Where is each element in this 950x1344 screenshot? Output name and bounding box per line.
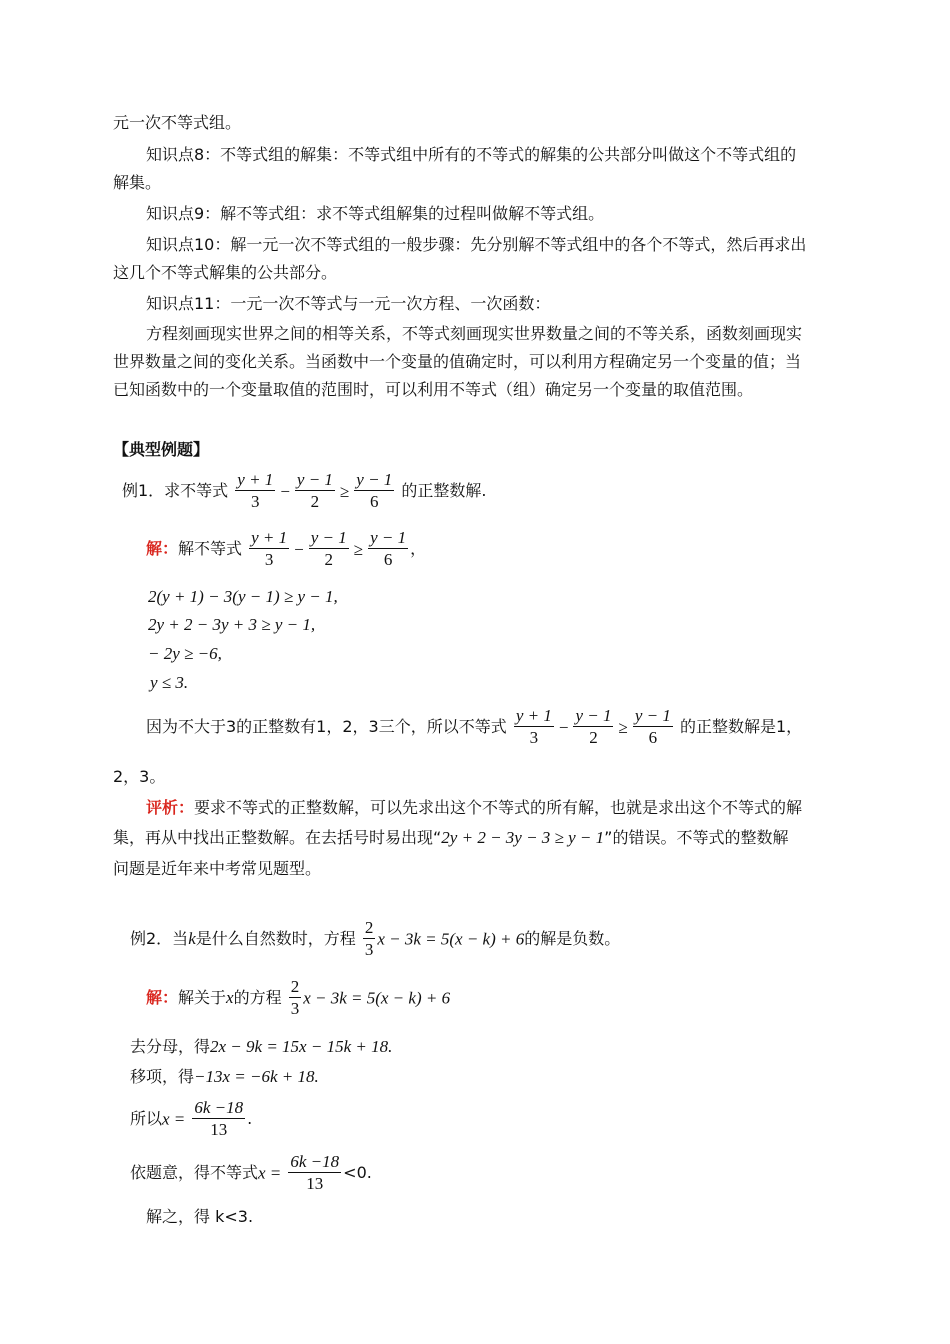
- solution-step: 依题意，得不等式x = $\frac{6k -18}{13}$ <0.: [130, 1152, 372, 1193]
- paragraph-line: 知识点11：一元一次不等式与一元一次方程、一次函数：: [146, 294, 551, 313]
- fraction: $\frac{y - 1}{6}$: [634, 706, 671, 747]
- example1-solution-intro: 解：解不等式 $\frac{y + 1}{3}$ − $\frac{y - 1}{2}$ ≥ $\frac{y - 1}{6}$ ，: [146, 528, 427, 569]
- paragraph-line: 解集。: [113, 173, 162, 192]
- math-step: 2y + 2 − 3y + 3 ≥ y − 1,: [148, 615, 316, 634]
- example2-statement: 例2．当k是什么自然数时，方程 $\frac{2}{3}$ x − 3k = 5(x − k) + 6的解是负数。: [130, 918, 621, 959]
- fraction: $\frac{2}{3}$: [290, 977, 300, 1018]
- fraction: $\frac{y - 1}{2}$: [296, 470, 333, 511]
- solution-label: 解：: [146, 988, 179, 1007]
- section-heading: 【典型例题】: [113, 440, 210, 459]
- fraction: $\frac{y - 1}{2}$: [575, 706, 612, 747]
- paragraph-line: 世界数量之间的变化关系。当函数中一个变量的值确定时，可以利用方程确定另一个变量的值；当: [113, 352, 802, 371]
- solution-step: 所以x = $\frac{6k -18}{13}$ .: [130, 1098, 253, 1139]
- example1-prefix: 例1．求不等式: [122, 481, 229, 500]
- paragraph-line: 知识点10：解一元一次不等式组的一般步骤：先分别解不等式组中的各个不等式，然后再求出: [146, 235, 807, 254]
- solution-step: 解之，得 k<3.: [146, 1207, 254, 1226]
- example2-solution-intro: 解：解关于x的方程 $\frac{2}{3}$ x − 3k = 5(x − k) + 6: [146, 977, 451, 1018]
- fraction: $\frac{6k -18}{13}$: [290, 1152, 340, 1193]
- fraction: $\frac{y - 1}{6}$: [356, 470, 393, 511]
- fraction: $\frac{y + 1}{3}$: [251, 528, 288, 569]
- analysis-line: 评析：要求不等式的正整数解，可以先求出这个不等式的所有解，也就是求出这个不等式的解: [146, 798, 803, 817]
- math-step: y ≤ 3.: [150, 673, 189, 692]
- fraction: $\frac{y + 1}{3}$: [515, 706, 552, 747]
- paragraph-line: 方程刻画现实世界之间的相等关系，不等式刻画现实世界数量之间的不等关系，函数刻画现实: [146, 324, 803, 343]
- example1-suffix: 的正整数解.: [401, 481, 487, 500]
- solution-step: 移项，得−13x = −6k + 18.: [130, 1067, 319, 1086]
- paragraph-line: 元一次不等式组。: [113, 113, 242, 132]
- fraction: $\frac{2}{3}$: [364, 918, 374, 959]
- solution-step: 去分母，得2x − 9k = 15x − 15k + 18.: [130, 1037, 393, 1056]
- paragraph-line: 这几个不等式解集的公共部分。: [113, 263, 338, 282]
- analysis-label: 评析：: [146, 798, 195, 817]
- analysis-line: 问题是近年来中考常见题型。: [113, 859, 322, 878]
- fraction: $\frac{6k -18}{13}$: [194, 1098, 244, 1139]
- paragraph-line: 已知函数中的一个变量取值的范围时，可以利用不等式（组）确定另一个变量的取值范围。: [113, 380, 754, 399]
- solution-label: 解：: [146, 539, 179, 558]
- analysis-line: 集，再从中找出正整数解。在去括号时易出现“2y + 2 − 3y − 3 ≥ y − 1”的错误。不等式的整数解: [113, 828, 789, 847]
- paragraph-line: 知识点9：解不等式组：求不等式组解集的过程叫做解不等式组。: [146, 204, 605, 223]
- fraction: $\frac{y + 1}{3}$: [237, 470, 274, 511]
- paragraph-line: 2，3。: [113, 767, 166, 786]
- math-step: 2(y + 1) − 3(y − 1) ≥ y − 1,: [148, 587, 338, 606]
- paragraph-line: 知识点8：不等式组的解集：不等式组中所有的不等式的解集的公共部分叫做这个不等式组的: [146, 145, 797, 164]
- fraction: $\frac{y - 1}{2}$: [310, 528, 347, 569]
- example1-statement: 例1．求不等式 $\frac{y + 1}{3}$ − $\frac{y - 1}{2}$ ≥ $\frac{y - 1}{6}$ 的正整数解.: [122, 470, 487, 511]
- math-step: − 2y ≥ −6,: [148, 644, 222, 663]
- fraction: $\frac{y - 1}{6}$: [370, 528, 407, 569]
- example1-conclusion: 因为不大于3的正整数有1，2，3三个，所以不等式 $\frac{y + 1}{3}$ − $\frac{y - 1}{2}$ ≥ $\frac{y - 1}{6}$ 的正整数解是1，: [146, 706, 803, 747]
